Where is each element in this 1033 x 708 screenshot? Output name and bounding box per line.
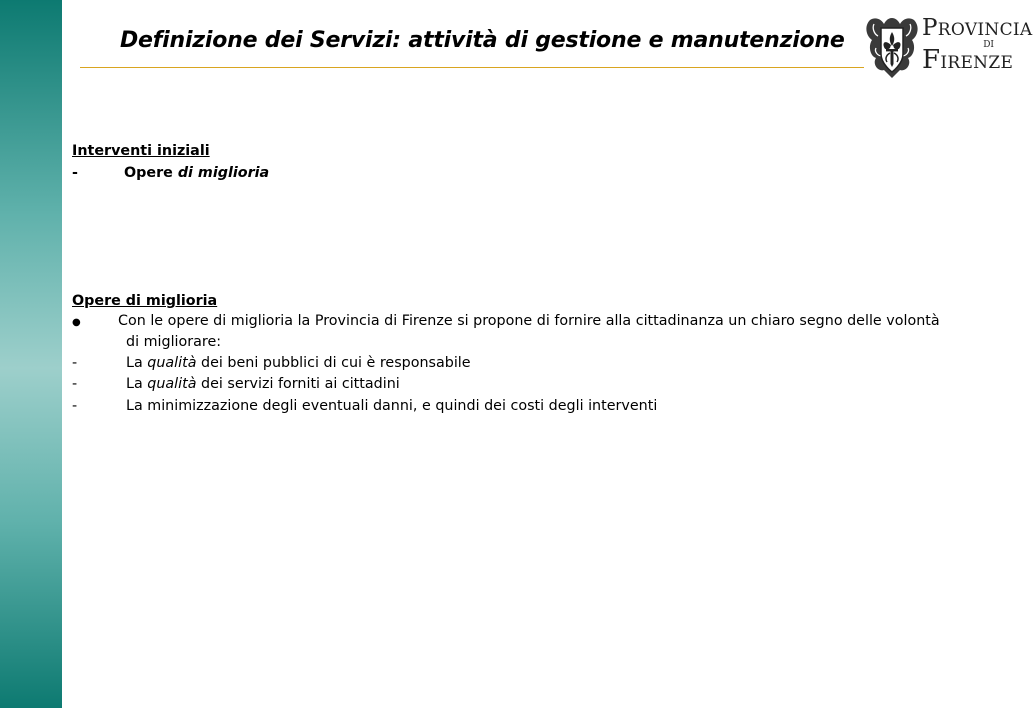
list-dash: - bbox=[72, 398, 78, 414]
list-item bbox=[72, 376, 400, 392]
list-item bbox=[72, 165, 270, 181]
slide-title: Definizione dei Servizi: attività di gestione e manutenzione bbox=[120, 28, 845, 53]
list-dash: - bbox=[72, 355, 78, 371]
list-item-text: La minimizzazione degli eventuali danni, e quindi dei costi degli interventi bbox=[126, 398, 658, 414]
list-item bbox=[72, 355, 471, 371]
list-dash: - bbox=[72, 165, 78, 181]
logo-provincia: PROVINCIA bbox=[922, 15, 1033, 41]
list-item bbox=[72, 398, 658, 414]
list-item-text: Opere di miglioria bbox=[124, 165, 270, 181]
bullet-dot-icon: ● bbox=[72, 317, 81, 328]
bullet-text-line2: di migliorare: bbox=[126, 334, 222, 350]
fleur-de-lis-crest-icon bbox=[864, 12, 920, 82]
logo-firenze: FIRENZE bbox=[922, 45, 1014, 75]
bullet-item bbox=[72, 313, 940, 329]
logo-di: DI bbox=[983, 40, 994, 50]
title-rule bbox=[80, 67, 864, 68]
list-item-text: La qualità dei beni pubblici di cui è responsabile bbox=[126, 355, 471, 371]
list-item-text: La qualità dei servizi forniti ai cittadini bbox=[126, 376, 400, 392]
logo-text bbox=[922, 15, 1033, 75]
bullet-text-line1: Con le opere di miglioria la Provincia di Firenze si propone di fornire alla cittadinanza un chiaro segno delle volontà bbox=[118, 313, 940, 329]
list-dash: - bbox=[72, 376, 78, 392]
section-heading-interventi: Interventi iniziali bbox=[72, 143, 210, 159]
side-band bbox=[0, 0, 62, 708]
section-heading-opere: Opere di miglioria bbox=[72, 293, 218, 309]
provincia-logo bbox=[864, 12, 1033, 82]
